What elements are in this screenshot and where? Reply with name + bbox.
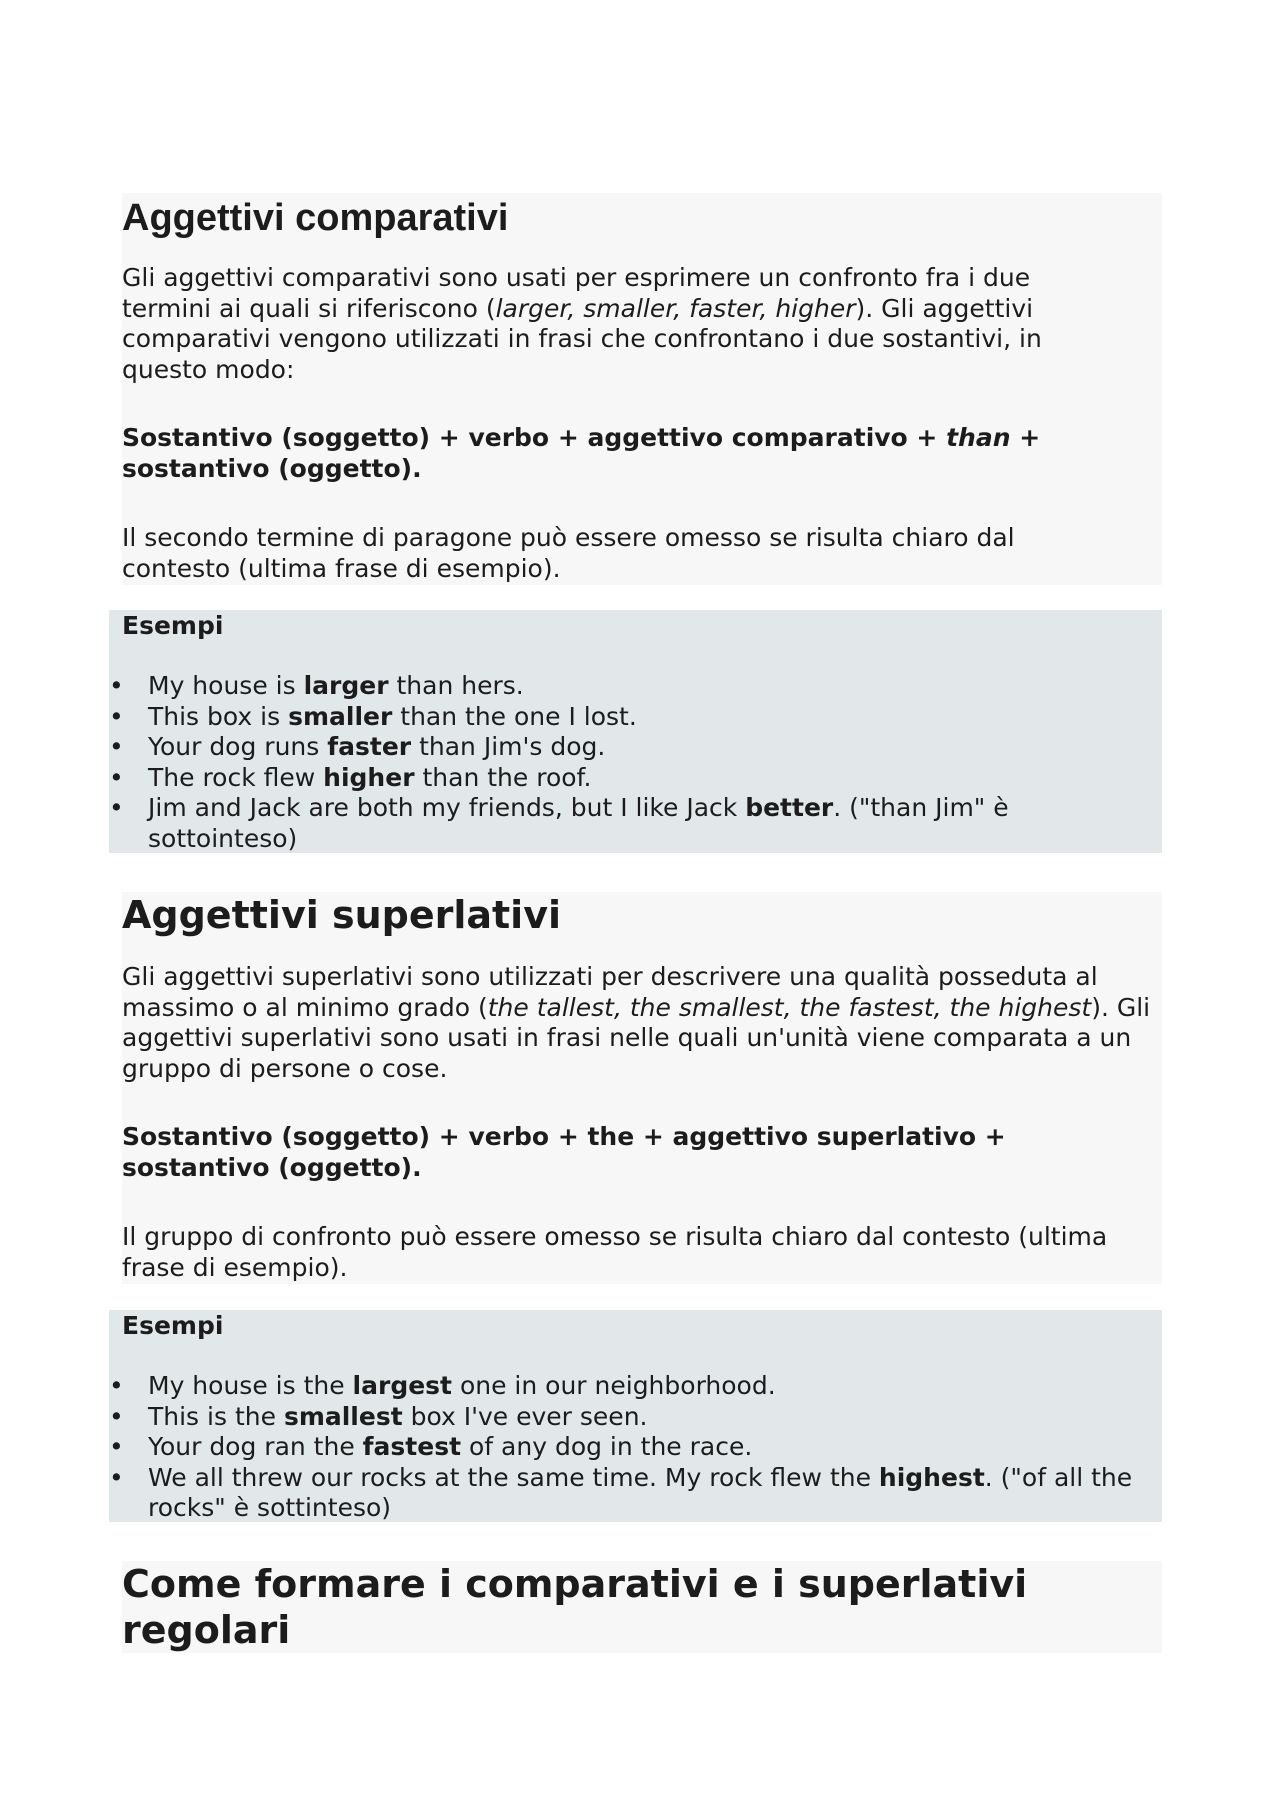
- list-item: • The rock flew higher than the roof.: [109, 762, 592, 792]
- section-superlatives: [122, 892, 1162, 1284]
- examples-title: Esempi: [122, 611, 224, 640]
- bullet-icon: •: [109, 1462, 124, 1492]
- section-comparatives: [122, 193, 1162, 585]
- list-item: • Your dog runs faster than Jim's dog.: [109, 732, 606, 761]
- examples-box-comparatives: [109, 610, 1162, 853]
- list-item: • My house is the largest one in our neighborhood.: [109, 1371, 776, 1400]
- bullet-icon: •: [109, 1371, 124, 1400]
- intro-paragraph: Gli aggettivi comparativi sono usati per esprimere un confronto fra i due termini ai quali si riferiscono (larger, smaller, faster, higher). Gli aggettivi comparativi vengono utilizzati in frasi che confrontano i due sostantivi, in questo modo:: [122, 263, 1042, 384]
- section-title: Aggettivi comparativi: [122, 197, 509, 239]
- bullet-icon: •: [109, 1432, 124, 1461]
- note-paragraph: Il secondo termine di paragone può essere omesso se risulta chiaro dal contesto (ultima frase di esempio).: [122, 523, 1015, 583]
- bullet-icon: •: [109, 671, 124, 700]
- list-item: • This is the smallest box I've ever seen.: [109, 1401, 648, 1431]
- list-item: • Jim and Jack are both my friends, but I like Jack better. ("than Jim" è sottointeso): [109, 793, 1009, 853]
- section-formation: [122, 1561, 1162, 1653]
- section-title: Come formare i comparativi e i superlativi regolari: [122, 1562, 1028, 1652]
- note-paragraph: Il gruppo di confronto può essere omesso se risulta chiaro dal contesto (ultima frase di esempio).: [122, 1222, 1108, 1282]
- formula-rule: Sostantivo (soggetto) + verbo + aggettivo comparativo + than + sostantivo (oggetto).: [122, 423, 1041, 483]
- intro-paragraph: Gli aggettivi superlativi sono utilizzati per descrivere una qualità posseduta al massimo o al minimo grado (the tallest, the smallest, the fastest, the highest). Gli aggettivi superlativi sono usati in frasi nelle quali un'unità viene comparata a un gruppo di persone o cose.: [122, 962, 1151, 1083]
- bullet-icon: •: [109, 701, 124, 731]
- list-item: • This box is smaller than the one I lost.: [109, 701, 637, 731]
- list-item: • We all threw our rocks at the same time. My rock flew the highest. ("of all the rocks" è sottinteso): [109, 1462, 1133, 1522]
- list-item: • My house is larger than hers.: [109, 671, 524, 700]
- bullet-icon: •: [109, 762, 124, 792]
- examples-title: Esempi: [122, 1311, 224, 1340]
- examples-list: [109, 671, 1139, 854]
- section-title: Aggettivi superlativi: [122, 893, 562, 937]
- list-item: • Your dog ran the fastest of any dog in the race.: [109, 1432, 753, 1461]
- formula-rule: Sostantivo (soggetto) + verbo + the + aggettivo superlativo + sostantivo (oggetto).: [122, 1122, 1006, 1182]
- examples-box-superlatives: [109, 1310, 1162, 1522]
- examples-list: [109, 1371, 1139, 1524]
- bullet-icon: •: [109, 793, 124, 822]
- bullet-icon: •: [109, 732, 124, 761]
- bullet-icon: •: [109, 1401, 124, 1431]
